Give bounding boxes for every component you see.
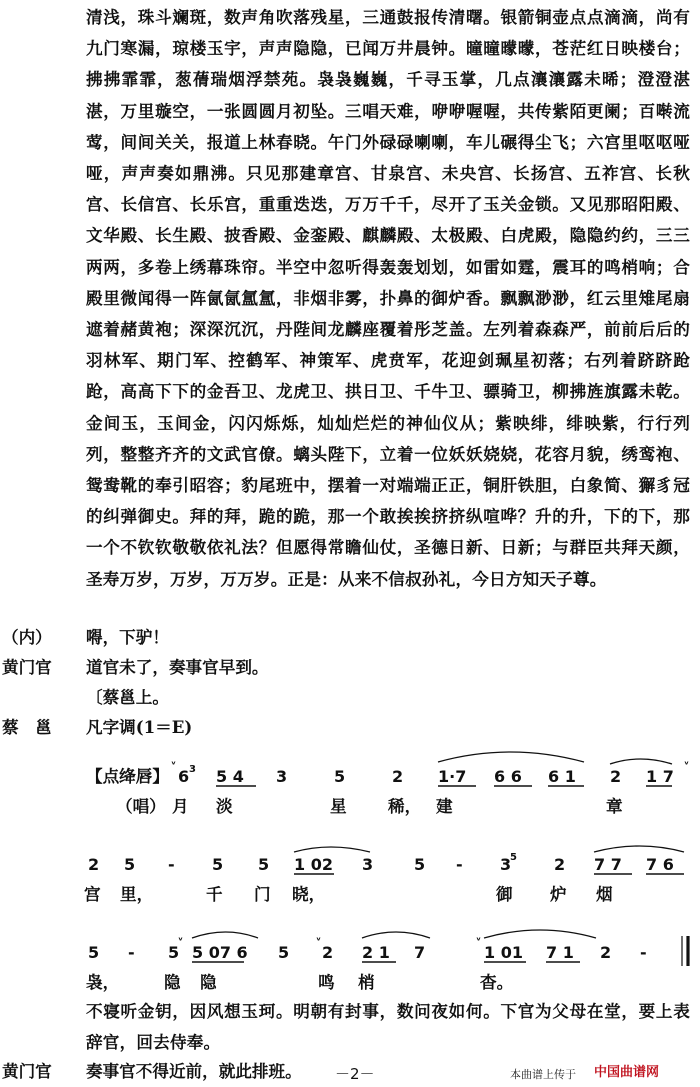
main-passage: 清浅，珠斗斓斑，数声角吹落残星，三通鼓报传清曙。银箭铜壶点点滴滴，尚有九门寒漏，琼楼玉宇，声声隐隐，已闻万井晨钟。曈曈曚曚，苍茫红日映楼台；拂拂霏霏，葱蒨瑞烟浮禁苑。袅袅巍巍，千寻玉掌，几点瀼瀼露未晞；澄澄湛湛，万里璇空，一张圆圆月初坠。三唱天难，咿咿喔喔，共传紫陌更阑；百啭流莺，间间关关，报道上林春晓。午门外碌碌喇喇，车儿碾得尘飞；六宫里呕呕哑哑，声声奏如鼎沸。只见那建章宫、甘泉宫、未央宫、长扬宫、五祚宫、长秋宫、长信宫、长乐宫，重重迭迭，万万千千，尽开了玉关金锁。又见那昭阳殿、文华殿、长生殿、披香殿、金銮殿、麒麟殿、太极殿、白虎殿，隐隐约约，三三两两，多卷上绣幕珠帘。半空中忽听得轰轰划划，如雷如霆，震耳的鸣梢响；合殿里微闻得一阵氤氤氲氲，非烟非雾，扑鼻的御炉香。飘飘渺渺，红云里雉尾扇遮着赭黄袍；深深沉沉，丹陛间龙麟座覆着彤芝盖。左列着森森严，前前后后的羽林军、期门军、控鹤军、神策军、虎贲军，花迎剑珮星初落；右列着跻跻跄跄，高高下下的金吾卫、龙虎卫、拱日卫、千牛卫、骠骑卫，柳拂旌旗露未乾。金间玉，玉间金，闪闪烁烁，灿灿烂烂的神仙仪从；紫映绯，绯映紫，行行列列，整整齐齐的文武官僚。螭头陛下，立着一位妖妖娆娆，花容月貌，绣鸾袍、鸳鸯靴的奉引昭容；豹尾班中，摆着一对端端正正，铜肝铁胆，白象简、獬豸冠的纠弹御史。拜的拜，跪的跪，那一个敢挨挨挤挤纵喧哗？升的升，下的下，那一个不钦钦敬敬依礼法？但愿得常瞻仙仗，圣德日新、日新；与群臣共拜天颜，圣寿万岁，万岁，万万岁。正是：从来不信叔孙礼，今日方知天子尊。 [86, 7, 690, 589]
score-note: 2 [610, 767, 622, 786]
lyric: 杳。 [480, 972, 514, 992]
lyric: 章 [606, 796, 623, 816]
score-note: 5 [88, 943, 100, 962]
score-note: 5 [278, 943, 290, 962]
breath-mark: ᵛ [684, 760, 690, 771]
score-note: 1·7 [438, 767, 467, 786]
lyric: 门 [254, 884, 271, 904]
breath-mark: ᵛ [316, 936, 322, 947]
score-note: 2 [600, 943, 612, 962]
line-offstage: 嘚，下驴！ [86, 627, 169, 647]
page-number: －2－ [335, 1065, 375, 1083]
score-note: 7 [414, 943, 426, 962]
score-note: 3 [276, 767, 288, 786]
score-note: 2 [554, 855, 566, 874]
slur [438, 752, 584, 762]
score-note: 5 [168, 943, 180, 962]
slur [484, 930, 596, 938]
tune-label: 【点绛唇】 [86, 766, 169, 786]
site-logo: 中国曲谱网 [594, 1065, 660, 1080]
upload-note: 本曲谱上传于 [510, 1068, 576, 1081]
score-note: 6 1 [548, 767, 576, 786]
lyric: 宫 [84, 884, 101, 904]
score-note: 5 [124, 855, 136, 874]
slur [192, 932, 258, 938]
score-note: 2 [322, 943, 334, 962]
lyric: 稀， [388, 796, 422, 816]
score-note: 2 [88, 855, 100, 874]
slur [594, 846, 684, 852]
score-note: 5 [334, 767, 346, 786]
lyric: 梢 [358, 972, 375, 992]
speaker-huangmen-2: 黄门官 [2, 1061, 52, 1081]
lyric: 炉 [550, 884, 567, 904]
lyric: 烟 [596, 884, 613, 904]
lyric: 晓， [292, 884, 326, 904]
line-huangmen: 道官未了，奏事官早到。 [86, 657, 269, 677]
grace-mark: ᵛ [178, 936, 184, 947]
score-note: 2 1 [362, 943, 390, 962]
lyric: 隐 [164, 972, 181, 992]
score-note: - [456, 855, 463, 874]
score-note: 5 4 [216, 767, 244, 786]
score-note: 5 07 6 [192, 943, 248, 962]
lyric: 袅， [86, 972, 120, 992]
lyric: 御 [496, 884, 513, 904]
score-note: - [168, 855, 175, 874]
line-huangmen-2: 奏事官不得近前，就此排班。 [86, 1061, 302, 1081]
lyric: 千 [206, 884, 223, 904]
score-note: 5 [258, 855, 270, 874]
score-note: 3 [362, 855, 374, 874]
stage-direction: 〔蔡邕上。 [86, 687, 169, 707]
lyric: 月 [172, 796, 189, 816]
lyric: 隐 [200, 972, 217, 992]
score-note: 5 [212, 855, 224, 874]
lyric: 星 [330, 796, 347, 816]
lyric: 里， [120, 884, 154, 904]
score-note: 1 7 [646, 767, 674, 786]
slur [294, 847, 370, 852]
lyric: 鸣 [318, 972, 335, 992]
score-note: 1 02 [294, 855, 333, 874]
lyric: 淡 [216, 796, 233, 816]
slur [610, 759, 672, 764]
score-note: 3 [500, 855, 512, 874]
score-note: 1 01 [484, 943, 523, 962]
closing-passage: 不寝听金钥，因风想玉珂。明朝有封事，数问夜如何。下官为父母在堂，要上表辞官，回去侍奉。 [86, 1001, 690, 1053]
speaker-huangmen: 黄门官 [2, 657, 52, 677]
breath-mark: ᵛ [476, 936, 482, 947]
score-ornament: 3 [189, 764, 196, 775]
score-note: 6 [178, 767, 190, 786]
speaker-caiyong: 蔡 邕 [2, 717, 52, 737]
grace-mark: ᵛ [171, 760, 177, 771]
score-note: 7 1 [546, 943, 574, 962]
score-note: - [640, 943, 647, 962]
score-note: 7 6 [646, 855, 674, 874]
mode-label: 凡字调(1＝E) [86, 717, 193, 737]
sing-marker: （唱） [116, 796, 166, 816]
lyric: 建 [436, 796, 453, 816]
score-ornament: 5 [510, 852, 517, 863]
score-note: 7 7 [594, 855, 622, 874]
score-note: - [128, 943, 135, 962]
score-note: 2 [392, 767, 404, 786]
score-note: 5 [414, 855, 426, 874]
speaker-offstage: （内） [2, 627, 52, 647]
slur [362, 932, 430, 938]
score-note: 6 6 [494, 767, 522, 786]
